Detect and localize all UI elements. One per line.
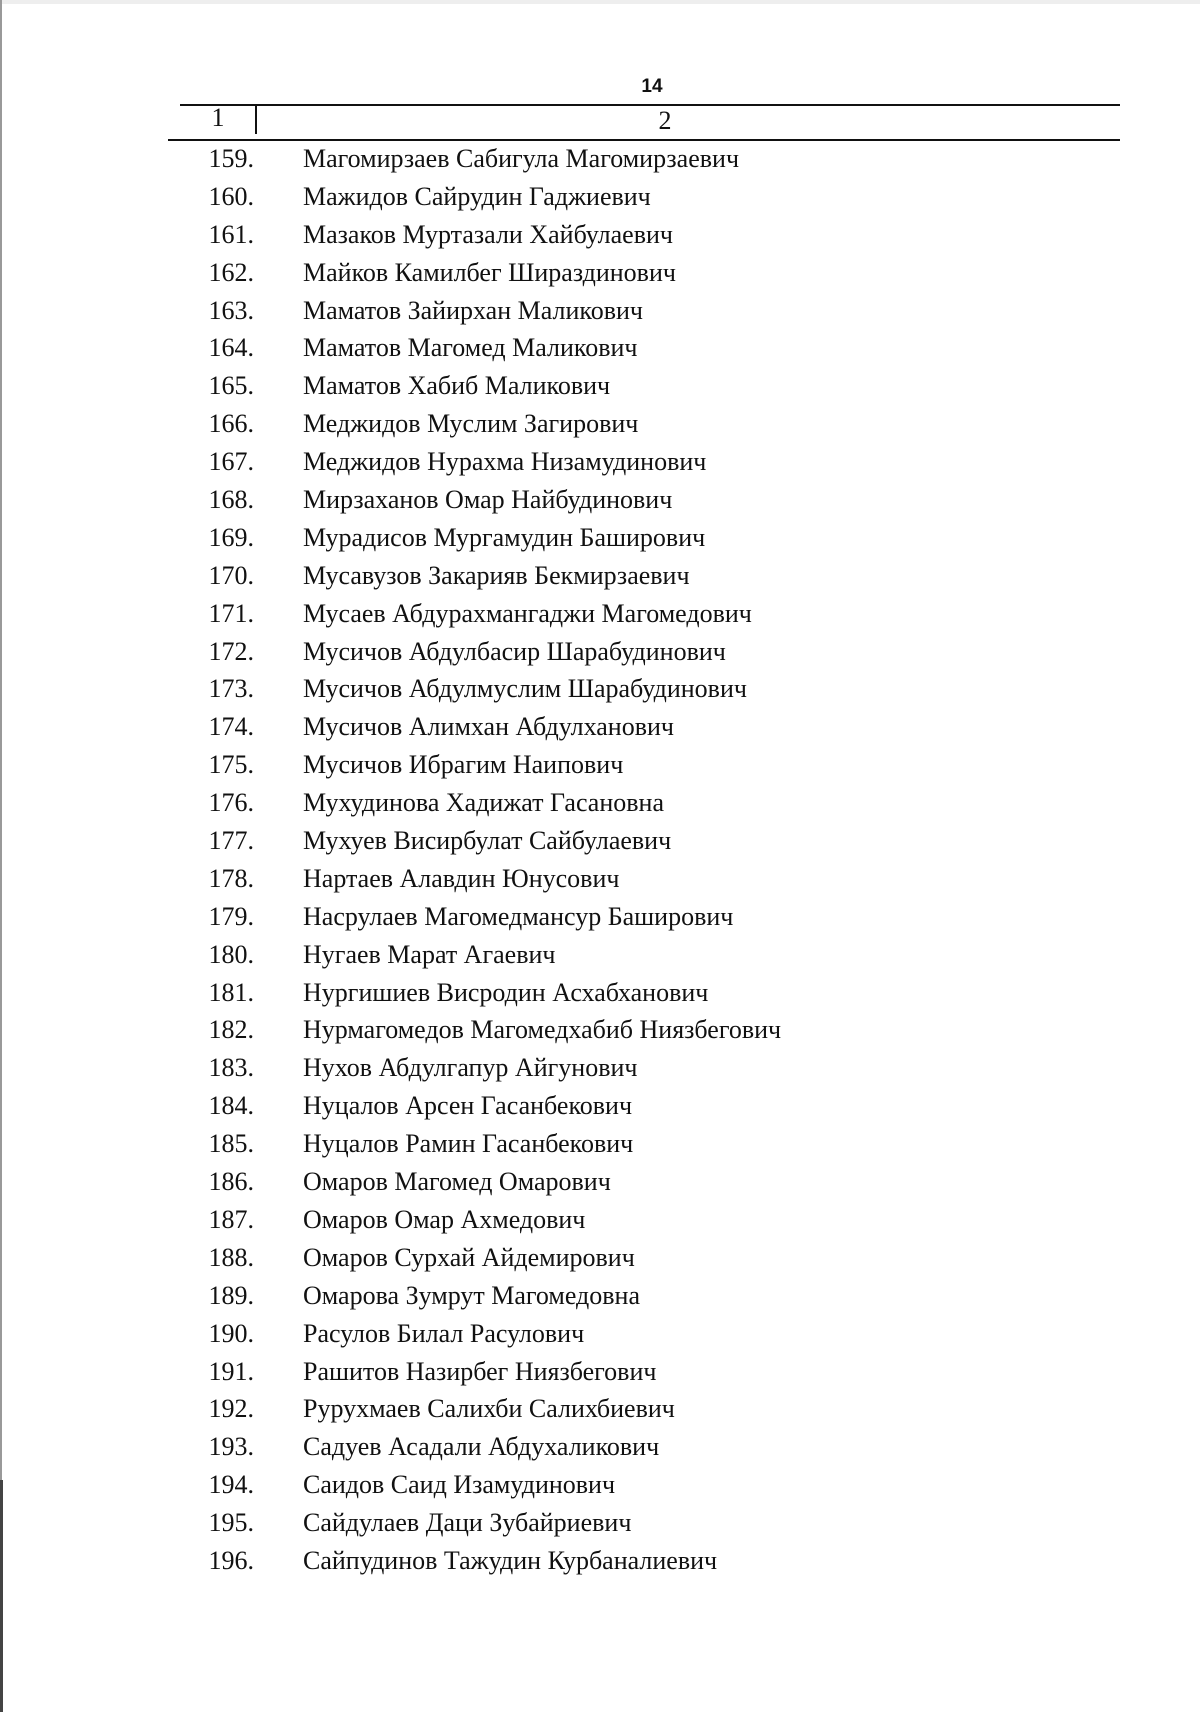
row-number: 194. <box>208 1470 254 1500</box>
row-number: 182. <box>208 1015 254 1045</box>
table-row <box>0 708 1200 746</box>
table-row <box>0 974 1200 1012</box>
table-row <box>0 1163 1200 1201</box>
row-number: 186. <box>208 1167 254 1197</box>
row-full-name: Нурмагомедов Магомедхабиб Ниязбегович <box>303 1015 782 1045</box>
row-number: 173. <box>208 674 254 704</box>
row-full-name: Омаров Сурхай Айдемирович <box>303 1242 635 1272</box>
row-number: 161. <box>208 219 254 249</box>
row-number: 184. <box>208 1091 254 1121</box>
row-full-name: Омарова Зумрут Магомедовна <box>303 1280 641 1310</box>
row-number: 193. <box>208 1432 254 1462</box>
row-full-name: Мухудинова Хадижат Гасановна <box>303 788 664 818</box>
row-full-name: Саидов Саид Изамудинович <box>303 1470 616 1500</box>
table-row <box>0 1353 1200 1391</box>
row-full-name: Мухуев Висирбулат Сайбулаевич <box>303 826 672 856</box>
table-row <box>0 1087 1200 1125</box>
row-number: 172. <box>208 636 254 666</box>
row-number: 196. <box>208 1545 254 1575</box>
row-full-name: Мусичов Ибрагим Наипович <box>303 750 624 780</box>
row-full-name: Мусавузов Закарияв Бекмирзаевич <box>303 560 690 590</box>
row-full-name: Мажидов Сайрудин Гаджиевич <box>303 181 651 211</box>
row-full-name: Мурадисов Мургамудин Баширович <box>303 522 706 552</box>
table-row <box>0 1428 1200 1466</box>
row-number: 195. <box>208 1508 254 1538</box>
row-full-name: Нугаев Марат Агаевич <box>303 939 556 969</box>
table-row <box>0 1504 1200 1542</box>
table-row <box>0 519 1200 557</box>
row-number: 168. <box>208 485 254 515</box>
table-row <box>0 557 1200 595</box>
row-full-name: Меджидов Нурахма Низамудинович <box>303 447 707 477</box>
row-full-name: Омаров Магомед Омарович <box>303 1167 611 1197</box>
table-row <box>0 1466 1200 1504</box>
row-full-name: Мирзаханов Омар Найбудинович <box>303 485 673 515</box>
table-row <box>0 595 1200 633</box>
table-row <box>0 860 1200 898</box>
row-full-name: Нартаев Алавдин Юнусович <box>303 863 620 893</box>
table-row <box>0 1315 1200 1353</box>
row-full-name: Нуцалов Арсен Гасанбекович <box>303 1091 633 1121</box>
row-number: 189. <box>208 1280 254 1310</box>
row-number: 192. <box>208 1394 254 1424</box>
row-number: 171. <box>208 598 254 628</box>
row-number: 188. <box>208 1242 254 1272</box>
table-row <box>0 822 1200 860</box>
row-full-name: Мусичов Алимхан Абдулханович <box>303 712 674 742</box>
row-number: 175. <box>208 750 254 780</box>
row-full-name: Маматов Магомед Маликович <box>303 333 638 363</box>
row-number: 160. <box>208 181 254 211</box>
row-full-name: Нуцалов Рамин Гасанбекович <box>303 1129 634 1159</box>
table-header-divider <box>255 104 257 134</box>
row-full-name: Садуев Асадали Абдухаликович <box>303 1432 660 1462</box>
row-number: 178. <box>208 863 254 893</box>
row-number: 170. <box>208 560 254 590</box>
row-number: 166. <box>208 409 254 439</box>
row-number: 177. <box>208 826 254 856</box>
row-number: 164. <box>208 333 254 363</box>
row-full-name: Майков Камилбег Шираздинович <box>303 257 676 287</box>
row-full-name: Сайдулаев Даци Зубайриевич <box>303 1508 632 1538</box>
table-row <box>0 329 1200 367</box>
scan-edge-top <box>0 0 1200 4</box>
table-row <box>0 178 1200 216</box>
table-row <box>0 443 1200 481</box>
row-number: 180. <box>208 939 254 969</box>
row-full-name: Мусаев Абдурахмангаджи Магомедович <box>303 598 752 628</box>
row-full-name: Магомирзаев Сабигула Магомирзаевич <box>303 144 740 173</box>
table-row <box>0 936 1200 974</box>
column-header-2: 2 <box>658 106 672 135</box>
row-number: 159. <box>208 144 254 173</box>
row-full-name: Маматов Зайирхан Маликович <box>303 295 643 325</box>
row-number: 183. <box>208 1053 254 1083</box>
row-full-name: Омаров Омар Ахмедович <box>303 1204 586 1234</box>
row-number: 163. <box>208 295 254 325</box>
row-number: 181. <box>208 977 254 1007</box>
row-number: 174. <box>208 712 254 742</box>
row-number: 185. <box>208 1129 254 1159</box>
table-row <box>0 633 1200 671</box>
table-row <box>0 140 1200 178</box>
row-number: 176. <box>208 788 254 818</box>
row-full-name: Сайпудинов Тажудин Курбаналиевич <box>303 1545 718 1575</box>
row-full-name: Маматов Хабиб Маликович <box>303 371 611 401</box>
row-number: 179. <box>208 901 254 931</box>
row-number: 169. <box>208 522 254 552</box>
row-number: 162. <box>208 257 254 287</box>
row-full-name: Мусичов Абдулмуслим Шарабудинович <box>303 674 747 704</box>
row-full-name: Нухов Абдулгапур Айгунович <box>303 1053 638 1083</box>
table-row <box>0 1277 1200 1315</box>
table-row <box>0 784 1200 822</box>
table-body <box>0 140 1200 1580</box>
table-row <box>0 670 1200 708</box>
table-row <box>0 1390 1200 1428</box>
row-number: 167. <box>208 447 254 477</box>
row-number: 190. <box>208 1318 254 1348</box>
row-full-name: Насрулаев Магомедмансур Баширович <box>303 901 734 931</box>
row-full-name: Мазаков Муртазали Хайбулаевич <box>303 219 673 249</box>
row-full-name: Меджидов Муслим Загирович <box>303 409 639 439</box>
table-row <box>0 1201 1200 1239</box>
row-number: 187. <box>208 1204 254 1234</box>
column-header-1: 1 <box>211 103 225 132</box>
table-row <box>0 1239 1200 1277</box>
row-full-name: Расулов Билал Расулович <box>303 1318 585 1348</box>
table-row <box>0 216 1200 254</box>
row-full-name: Рурухмаев Салихби Салихбиевич <box>303 1394 675 1424</box>
row-full-name: Мусичов Абдулбасир Шарабудинович <box>303 636 726 666</box>
table-row <box>0 292 1200 330</box>
table-row <box>0 746 1200 784</box>
table-row <box>0 254 1200 292</box>
table-row <box>0 367 1200 405</box>
row-number: 165. <box>208 371 254 401</box>
table-row <box>0 405 1200 443</box>
row-full-name: Нургишиев Висродин Асхабханович <box>303 977 709 1007</box>
row-number: 191. <box>208 1356 254 1386</box>
table-row <box>0 1011 1200 1049</box>
page-number: 14 <box>641 76 663 97</box>
table-row <box>0 1542 1200 1580</box>
table-row <box>0 1125 1200 1163</box>
table-row <box>0 898 1200 936</box>
row-full-name: Рашитов Назирбег Ниязбегович <box>303 1356 657 1386</box>
table-row <box>0 1049 1200 1087</box>
table-row <box>0 481 1200 519</box>
